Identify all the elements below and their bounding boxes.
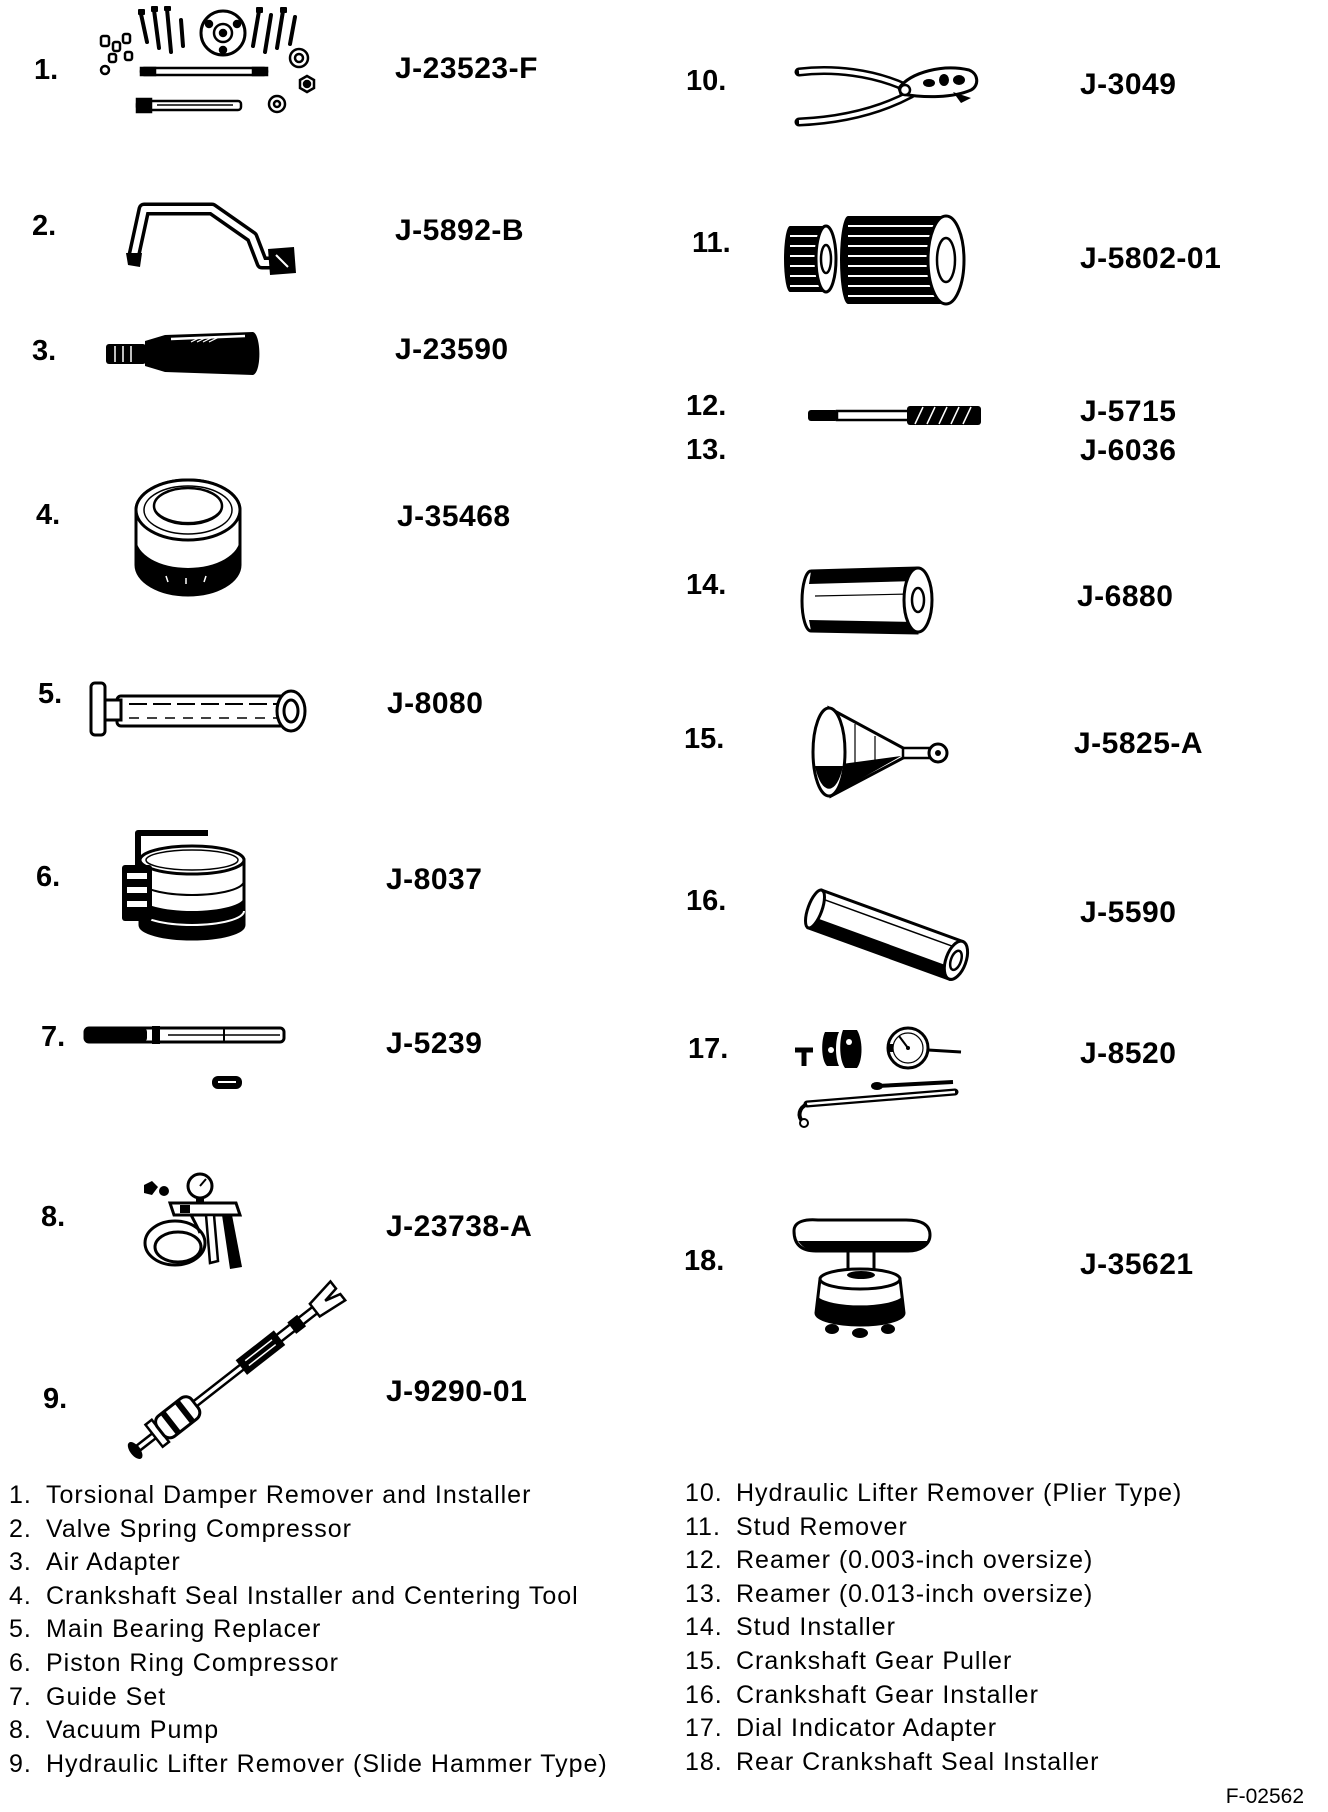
figure-number: 5. (38, 678, 63, 710)
part-number: J-35621 (1080, 1248, 1194, 1281)
part-number: J-23523-F (395, 52, 538, 85)
legend-tool-name: Stud Remover (736, 1512, 908, 1541)
part-number: J-5239 (386, 1027, 483, 1060)
legend-tool-name: Vacuum Pump (46, 1716, 220, 1745)
part-number: J-23738-A (386, 1210, 533, 1243)
legend-number: 4. (9, 1581, 32, 1610)
legend-number: 10. (685, 1479, 723, 1507)
legend-tool-name: Stud Installer (736, 1613, 896, 1642)
legend-item (685, 1611, 1182, 1645)
rear-crankshaft-seal-installer-illustration (790, 1217, 933, 1345)
crankshaft-gear-installer-illustration (801, 885, 981, 985)
legend-tool-name: Reamer (0.003-inch oversize) (736, 1546, 1094, 1575)
figure-number: 13. (686, 434, 727, 466)
figure-number: 14. (686, 569, 727, 601)
legend-item (685, 1544, 1182, 1578)
legend-tool-name: Crankshaft Gear Installer (736, 1680, 1039, 1709)
part-number: J-8037 (386, 863, 483, 896)
figure-number: 6. (36, 861, 61, 893)
stud-remover-illustration (784, 214, 971, 307)
legend-number: 18. (685, 1747, 723, 1776)
legend-number: 3. (9, 1548, 32, 1577)
legend-number: 11. (685, 1512, 721, 1541)
legend-tool-name: Guide Set (46, 1682, 167, 1711)
figure-number: 17. (688, 1033, 729, 1065)
legend-number: 16. (685, 1680, 723, 1709)
legend-item (685, 1477, 1182, 1511)
slide-hammer-lifter-remover-illustration (118, 1281, 349, 1466)
reamer-illustration (807, 400, 985, 431)
valve-spring-compressor-illustration (120, 197, 298, 278)
legend-number: 9. (9, 1749, 32, 1778)
part-number: J-5715 (1080, 395, 1177, 428)
piston-ring-compressor-illustration (120, 825, 254, 945)
legend-number: 14. (685, 1613, 723, 1642)
figure-number: 12. (686, 390, 727, 422)
crankshaft-seal-installer-illustration (126, 470, 250, 597)
legend-tool-name: Crankshaft Gear Puller (736, 1646, 1013, 1675)
legend-tool-name: Hydraulic Lifter Remover (Plier Type) (736, 1479, 1183, 1507)
part-number: J-6036 (1080, 434, 1177, 467)
legend-tool-name: Air Adapter (46, 1548, 181, 1577)
part-number: J-5825-A (1074, 727, 1204, 760)
figure-number: 10. (686, 65, 727, 97)
figure-number: 1. (34, 54, 59, 86)
legend-item (685, 1746, 1182, 1780)
guide-set-illustration (84, 1020, 286, 1090)
figure-number: 15. (684, 723, 725, 755)
figure-number: 2. (32, 210, 57, 242)
legend-item (9, 1513, 608, 1547)
figure-number: 8. (41, 1201, 66, 1233)
legend-number: 17. (685, 1714, 723, 1743)
vacuum-pump-illustration (140, 1171, 252, 1281)
legend-item (685, 1679, 1182, 1713)
figure-number: 16. (686, 885, 727, 917)
figure-number: 18. (684, 1245, 725, 1277)
figure-number: 9. (43, 1383, 68, 1415)
legend-item (9, 1748, 608, 1782)
part-number: J-5590 (1080, 896, 1177, 929)
legend-number: 7. (9, 1682, 32, 1711)
crankshaft-gear-puller-illustration (805, 704, 948, 800)
legend-item (685, 1645, 1182, 1679)
legend-number: 13. (685, 1579, 723, 1608)
legend-right-column (685, 1477, 1182, 1779)
legend-item (9, 1479, 608, 1513)
legend-item (9, 1613, 608, 1647)
air-adapter-illustration (105, 330, 263, 377)
legend-tool-name: Dial Indicator Adapter (736, 1714, 998, 1743)
legend-tool-name: Piston Ring Compressor (46, 1648, 339, 1677)
part-number: J-23590 (395, 333, 509, 366)
figure-number: 11. (692, 227, 731, 259)
legend-item (9, 1714, 608, 1748)
legend-tool-name: Main Bearing Replacer (46, 1615, 322, 1644)
legend-number: 15. (685, 1646, 723, 1675)
legend-number: 1. (9, 1481, 32, 1509)
dial-indicator-adapter-illustration (793, 1020, 985, 1130)
legend-item (9, 1580, 608, 1614)
legend-left-column (9, 1479, 608, 1781)
legend-item (685, 1712, 1182, 1746)
legend-tool-name: Hydraulic Lifter Remover (Slide Hammer Type) (46, 1749, 608, 1778)
figure-number: 3. (32, 335, 57, 367)
main-bearing-replacer-illustration (89, 678, 311, 742)
legend-number: 6. (9, 1648, 32, 1677)
legend-number: 12. (685, 1546, 723, 1575)
legend-tool-name: Rear Crankshaft Seal Installer (736, 1747, 1100, 1776)
legend-item (9, 1681, 608, 1715)
figure-number: 4. (36, 499, 61, 531)
legend-number: 5. (9, 1615, 32, 1644)
part-number: J-5892-B (395, 214, 525, 247)
part-number: J-3049 (1080, 68, 1177, 101)
legend-tool-name: Crankshaft Seal Installer and Centering Tool (46, 1581, 579, 1610)
plier-lifter-remover-illustration (793, 58, 979, 133)
part-number: J-8080 (387, 687, 484, 720)
part-number: J-5802-01 (1080, 242, 1222, 275)
legend-item (685, 1511, 1182, 1545)
torsional-damper-remover-installer-illustration (97, 6, 321, 122)
legend-tool-name: Valve Spring Compressor (46, 1514, 352, 1543)
part-number: J-35468 (397, 500, 511, 533)
legend-number: 2. (9, 1514, 32, 1543)
figure-number: 7. (41, 1021, 66, 1053)
legend-item (685, 1578, 1182, 1612)
stud-installer-illustration (801, 566, 936, 635)
legend-number: 8. (9, 1716, 32, 1745)
part-number: J-6880 (1077, 580, 1174, 613)
part-number: J-8520 (1080, 1037, 1177, 1070)
legend-tool-name: Reamer (0.013-inch oversize) (736, 1579, 1094, 1608)
legend-item (9, 1647, 608, 1681)
figure-id: F-02562 (1225, 1785, 1304, 1808)
legend-item (9, 1546, 608, 1580)
legend-tool-name: Torsional Damper Remover and Installer (46, 1481, 532, 1509)
part-number: J-9290-01 (386, 1375, 528, 1408)
